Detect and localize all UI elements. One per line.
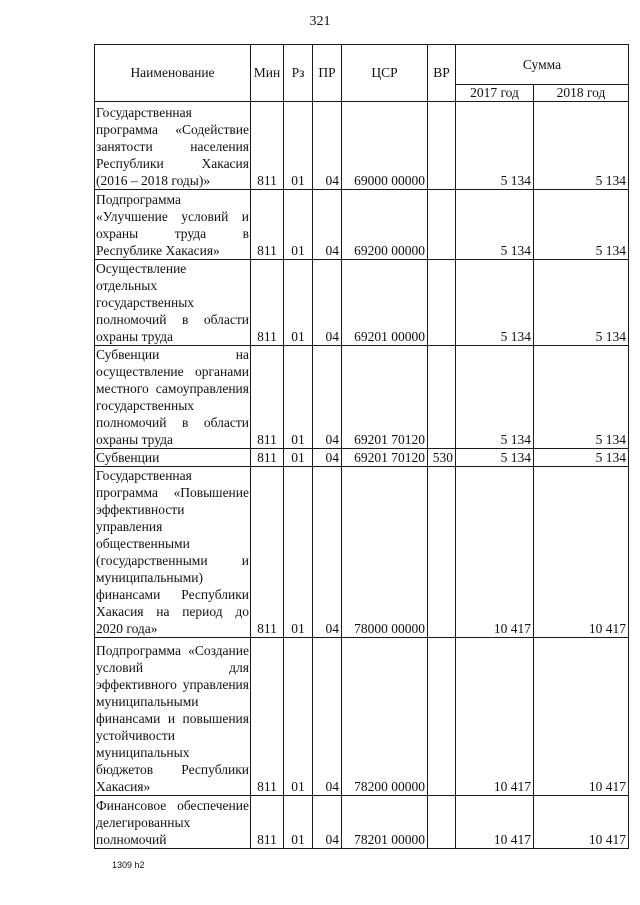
row-pr: 04 [313, 190, 342, 260]
row-sum-2017: 10 417 [456, 796, 534, 849]
row-min: 811 [251, 190, 284, 260]
row-rz: 01 [284, 190, 313, 260]
row-pr: 04 [313, 346, 342, 449]
header-pr: ПР [313, 45, 342, 102]
row-csr: 69201 70120 [342, 346, 428, 449]
footer-code: 1309 h2 [112, 860, 145, 870]
table-row [95, 346, 629, 449]
row-sum-2018: 5 134 [534, 190, 629, 260]
row-name: Финансовое обеспечение делегированных полномочий [95, 796, 251, 849]
row-sum-2017: 5 134 [456, 449, 534, 467]
table-row [95, 190, 629, 260]
row-vr [428, 260, 456, 346]
table-row [95, 796, 629, 849]
row-min: 811 [251, 449, 284, 467]
row-sum-2017: 5 134 [456, 346, 534, 449]
row-name: Осуществление отдельных государственных полномочий в области охраны труда [96, 261, 249, 344]
row-rz: 01 [284, 260, 313, 346]
table-row [95, 638, 629, 796]
table-row [95, 102, 629, 190]
row-csr: 69000 00000 [342, 102, 428, 190]
row-sum-2018: 5 134 [534, 260, 629, 346]
header-min: Мин [251, 45, 284, 102]
row-csr: 69201 00000 [342, 260, 428, 346]
table-row [95, 260, 629, 346]
header-csr: ЦСР [342, 45, 428, 102]
row-vr [428, 796, 456, 849]
row-rz: 01 [284, 796, 313, 849]
row-min: 811 [251, 638, 284, 796]
row-vr [428, 467, 456, 638]
header-year-2018: 2018 год [534, 85, 629, 102]
header-sum: Сумма [456, 45, 629, 85]
row-pr: 04 [313, 102, 342, 190]
row-sum-2018: 5 134 [534, 449, 629, 467]
row-sum-2018: 5 134 [534, 346, 629, 449]
page-number: 321 [309, 14, 331, 29]
row-pr: 04 [313, 467, 342, 638]
header-rz: Рз [284, 45, 313, 102]
header-year-2017: 2017 год [456, 85, 534, 102]
row-csr: 69201 70120 [342, 449, 428, 467]
row-vr [428, 638, 456, 796]
budget-table [94, 44, 629, 849]
row-csr: 78000 00000 [342, 467, 428, 638]
row-sum-2018: 10 417 [534, 467, 629, 638]
row-vr [428, 190, 456, 260]
row-sum-2017: 5 134 [456, 260, 534, 346]
row-vr [428, 102, 456, 190]
row-min: 811 [251, 346, 284, 449]
row-csr: 78201 00000 [342, 796, 428, 849]
row-pr: 04 [313, 796, 342, 849]
row-name: Подпрограмма «Создание условий для эффективного управления муниципальными финансами и повышения устойчивости муниципальных бюджетов Республики Хакасия» [95, 638, 251, 796]
row-pr: 04 [313, 260, 342, 346]
row-sum-2017: 10 417 [456, 467, 534, 638]
row-sum-2017: 5 134 [456, 190, 534, 260]
row-rz: 01 [284, 638, 313, 796]
row-rz: 01 [284, 346, 313, 449]
row-sum-2018: 5 134 [534, 102, 629, 190]
row-pr: 04 [313, 449, 342, 467]
header-vr: ВР [428, 45, 456, 102]
header-name: Наименование [95, 45, 251, 102]
row-csr: 69200 00000 [342, 190, 428, 260]
row-name: Субвенции на осуществление органами местного самоуправления государственных полномочий в области охраны труда [96, 347, 249, 447]
row-min: 811 [251, 260, 284, 346]
row-name: Государственная программа «Повышение эффективности управления общественными (государственными и муниципальными) финансами Республики Хакасия на период до 2020 года» [96, 468, 249, 636]
row-name: Государственная программа «Содействие занятости населения Республики Хакасия (2016 – 2018 годы)» [95, 102, 251, 190]
row-vr [428, 346, 456, 449]
table-row [95, 467, 629, 638]
row-min: 811 [251, 796, 284, 849]
row-sum-2017: 5 134 [456, 102, 534, 190]
row-vr: 530 [428, 449, 456, 467]
row-csr: 78200 00000 [342, 638, 428, 796]
row-name: Подпрограмма «Улучшение условий и охраны труда в Республике Хакасия» [95, 190, 251, 260]
row-rz: 01 [284, 449, 313, 467]
row-pr: 04 [313, 638, 342, 796]
row-name: Субвенции [95, 449, 251, 467]
row-rz: 01 [284, 467, 313, 638]
row-sum-2018: 10 417 [534, 638, 629, 796]
row-sum-2017: 10 417 [456, 638, 534, 796]
row-rz: 01 [284, 102, 313, 190]
row-min: 811 [251, 467, 284, 638]
table-row [95, 449, 629, 467]
row-sum-2018: 10 417 [534, 796, 629, 849]
row-min: 811 [251, 102, 284, 190]
